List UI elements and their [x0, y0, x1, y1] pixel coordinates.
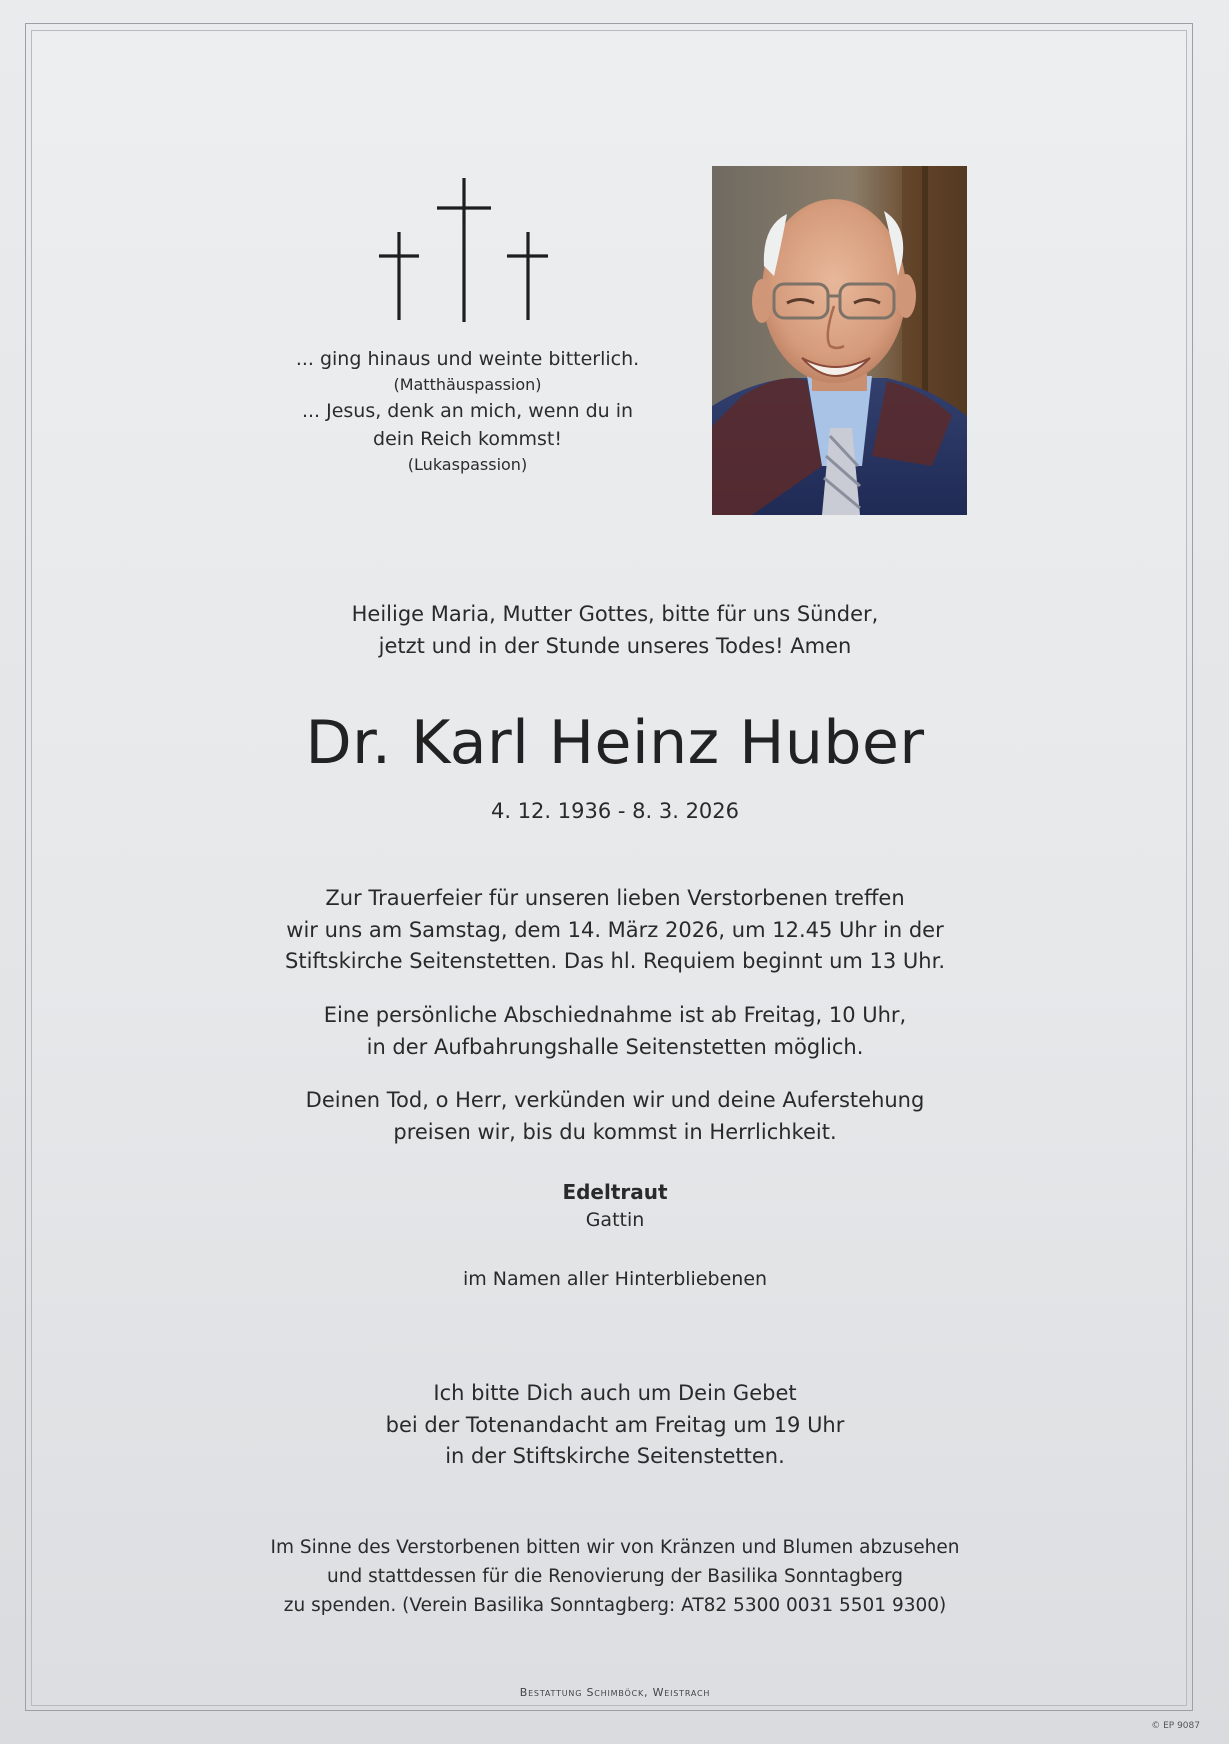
- three-crosses-icon: [372, 172, 552, 324]
- deceased-name: Dr. Karl Heinz Huber: [305, 708, 925, 778]
- ceremony-line-3: Stiftskirche Seitenstetten. Das hl. Requiem beginnt um 13 Uhr.: [285, 949, 945, 973]
- quote-source-1: (Matthäuspassion): [393, 375, 542, 394]
- donation-paragraph: [160, 1533, 1070, 1620]
- quote-line-2b: dein Reich kommst!: [373, 428, 562, 450]
- print-code: © EP 9087: [1151, 1721, 1200, 1731]
- farewell-line-2: in der Aufbahrungshalle Seitenstetten möglich.: [366, 1034, 864, 1059]
- prayer-request-line-3: in der Stiftskirche Seitenstetten.: [445, 1444, 785, 1468]
- prayer-text: [200, 598, 1030, 662]
- on-behalf-text: im Namen aller Hinterbliebenen: [462, 1268, 768, 1290]
- quote-line-1: ... ging hinaus und weinte bitterlich.: [295, 348, 640, 370]
- farewell-paragraph: [180, 1000, 1050, 1063]
- signer-name: Edeltraut: [562, 1180, 668, 1204]
- prayer-request-paragraph: [180, 1378, 1050, 1473]
- donation-line-2: und stattdessen für die Renovierung der Basilika Sonntagberg: [327, 1566, 903, 1587]
- life-dates: 4. 12. 1936 - 8. 3. 2026: [490, 799, 740, 823]
- verse-paragraph: [180, 1085, 1050, 1148]
- donation-line-3: zu spenden. (Verein Basilika Sonntagberg: AT82 5300 0031 5501 9300): [283, 1595, 947, 1616]
- prayer-line-1: Heilige Maria, Mutter Gottes, bitte für uns Sünder,: [351, 602, 879, 626]
- donation-line-1: Im Sinne des Verstorbenen bitten wir von Kränzen und Blumen abzusehen: [270, 1537, 960, 1558]
- funeral-home-credit: Bestattung Schimböck, Weistrach: [519, 1686, 711, 1699]
- ceremony-line-2: wir uns am Samstag, dem 14. März 2026, um 12.45 Uhr in der: [286, 917, 944, 942]
- verse-line-1: Deinen Tod, o Herr, verkünden wir und deine Auferstehung: [305, 1088, 925, 1112]
- ceremony-paragraph: [180, 883, 1050, 978]
- prayer-line-2: jetzt und in der Stunde unseres Todes! Amen: [378, 634, 852, 658]
- quote-line-2a: ... Jesus, denk an mich, wenn du in: [301, 400, 634, 422]
- quote-source-2: (Lukaspassion): [407, 455, 528, 474]
- ceremony-line-1: Zur Trauerfeier für unseren lieben Verstorbenen treffen: [325, 886, 905, 910]
- scripture-quote: [270, 345, 665, 477]
- signer-relation: Gattin: [585, 1209, 645, 1231]
- prayer-request-line-2: bei der Totenandacht am Freitag um 19 Uhr: [385, 1412, 845, 1437]
- farewell-line-1: Eine persönliche Abschiednahme ist ab Freitag, 10 Uhr,: [323, 1003, 907, 1027]
- signer-block: [400, 1178, 830, 1234]
- prayer-request-line-1: Ich bitte Dich auch um Dein Gebet: [433, 1381, 797, 1405]
- verse-line-2: preisen wir, bis du kommst in Herrlichkeit.: [393, 1119, 837, 1144]
- portrait-photo: [712, 166, 967, 515]
